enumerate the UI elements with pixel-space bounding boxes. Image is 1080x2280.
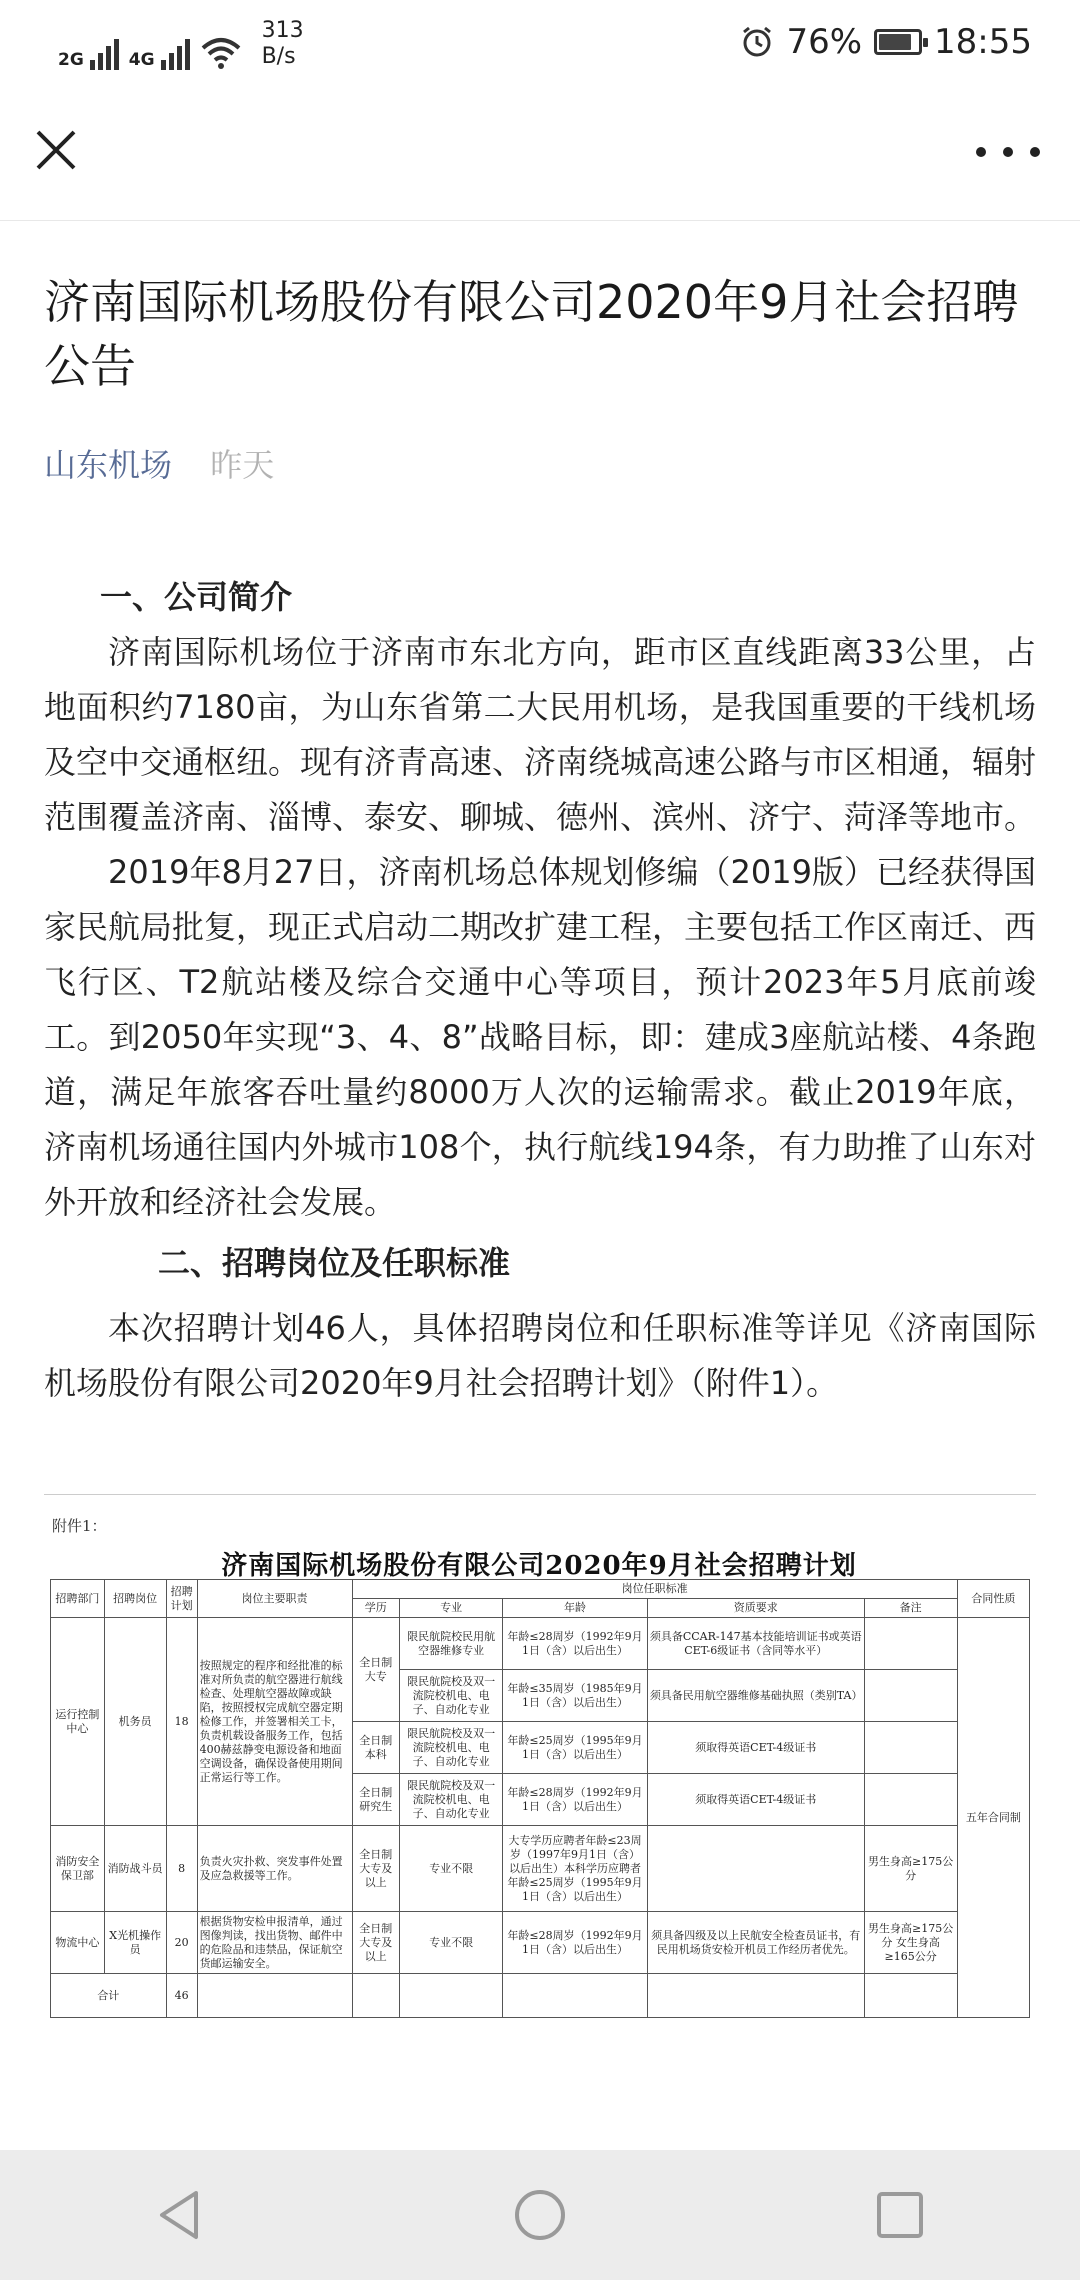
table-cell: 运行控制中心 — [51, 1618, 105, 1826]
table-cell: 全日制大专及以上 — [352, 1912, 400, 1974]
more-options-button[interactable] — [976, 132, 1040, 172]
table-cell: 全日制本科 — [352, 1722, 400, 1774]
table-cell — [503, 1974, 648, 2018]
table-cell: 男生身高≥175公分 女生身高≥165公分 — [864, 1912, 957, 1974]
table-cell: 限民航院校民用航空器维修专业 — [400, 1618, 503, 1670]
table-cell: 全日制大专及以上 — [352, 1826, 400, 1912]
publish-date: 昨天 — [210, 446, 275, 484]
table-cell — [864, 1774, 957, 1826]
table-cell — [864, 1618, 957, 1670]
header-cell: 学历 — [352, 1599, 400, 1618]
table-cell: 须具备四级及以上民航安全检查员证书，有民用机场货安检开机员工作经历者优先。 — [647, 1912, 864, 1974]
battery-percent: 76% — [786, 22, 863, 62]
net-speed — [262, 18, 304, 70]
network-type-label: 2G — [58, 50, 84, 70]
table-cell — [864, 1670, 957, 1722]
table-cell — [400, 1974, 503, 2018]
table-cell: 消防安全保卫部 — [51, 1826, 105, 1912]
table-cell: 全日制研究生 — [352, 1774, 400, 1826]
table-header-row — [51, 1580, 1030, 1599]
table-total-row — [51, 1974, 1030, 2018]
table-cell: 负责火灾扑救、突发事件处置及应急救援等工作。 — [197, 1826, 352, 1912]
table-cell: 全日制大专 — [352, 1618, 400, 1722]
header-cell: 岗位主要职责 — [197, 1580, 352, 1618]
table-cell — [197, 1974, 352, 2018]
header-cell: 资质要求 — [647, 1599, 864, 1618]
table-cell: 年龄≤35周岁（1985年9月1日（含）以后出生） — [503, 1670, 648, 1722]
table-cell: 五年合同制 — [957, 1618, 1029, 2018]
more-dot-icon — [1030, 147, 1040, 157]
table-cell: 专业不限 — [400, 1826, 503, 1912]
table-cell: 年龄≤28周岁（1992年9月1日（含）以后出生） — [503, 1912, 648, 1974]
table-cell: 年龄≤28周岁（1992年9月1日（含）以后出生） — [503, 1774, 648, 1826]
network-type-label: 4G — [128, 50, 155, 70]
close-button[interactable] — [28, 122, 84, 178]
battery-icon — [874, 29, 922, 55]
signal-icon-sim1 — [58, 34, 119, 70]
paragraph: 2019年8月27日，济南机场总体规划修编（2019版）已经获得国家民航局批复，现正式启动二期改扩建工程，主要包括工作区南迁、西飞行区、T2航站楼及综合交通中心等项目，预计2023年5月底前竣工。到2050年实现“3、4、8”战略目标，即：建成3座航站楼、4条跑道，满足年旅客吞吐量约8000万人次的运输需求。截止2019年底，济南机场通往国内外城市108个，执行航线194条，有力助推了山东对外开放和经济社会发展。 — [44, 853, 1037, 1221]
close-icon — [28, 122, 84, 178]
section-heading: 二、招聘岗位及任职标准 — [158, 1244, 511, 1282]
table-row — [51, 1826, 1030, 1912]
header-cell: 专业 — [400, 1599, 503, 1618]
table-cell: 按照规定的程序和经批准的标准对所负责的航空器进行航线检查、处理航空器故障或缺陷，按照授权完成航空器定期检修工作，并签署相关工卡，负责机载设备服务工作，包括400赫兹静变电源设备和地面空调设备，确保设备使用期间正常运行等工作。 — [197, 1618, 352, 1826]
home-circle-icon — [510, 2185, 570, 2245]
table-cell: 物流中心 — [51, 1912, 105, 1974]
more-dot-icon — [976, 147, 986, 157]
signal-icon-sim2 — [129, 34, 190, 70]
recent-apps-button[interactable] — [840, 2155, 960, 2275]
header-cell: 年龄 — [503, 1599, 648, 1618]
back-button[interactable] — [120, 2155, 240, 2275]
top-nav-bar — [0, 92, 1080, 221]
paragraph: 本次招聘计划46人，具体招聘岗位和任职标准等详见《济南国际机场股份有限公司2020年9月社会招聘计划》（附件1）。 — [44, 1309, 1036, 1402]
more-dot-icon — [1003, 147, 1013, 157]
clock: 18:55 — [934, 22, 1032, 62]
article-meta — [44, 440, 274, 486]
article-body — [44, 570, 1036, 1411]
table-cell: 年龄≤28周岁（1992年9月1日（含）以后出生） — [503, 1618, 648, 1670]
table-cell: 合计 — [51, 1974, 167, 2018]
header-cell: 招聘部门 — [51, 1580, 105, 1618]
table-row — [51, 1912, 1030, 1974]
table-cell: 限民航院校及双一流院校机电、电子、自动化专业 — [400, 1774, 503, 1826]
table-cell: 8 — [166, 1826, 197, 1912]
table-cell: 年龄≤25周岁（1995年9月1日（含）以后出生） — [503, 1722, 648, 1774]
table-cell: 根据货物安检申报清单，通过图像判读，找出货物、邮件中的危险品和违禁品，保证航空货邮运输安全。 — [197, 1912, 352, 1974]
table-cell — [647, 1826, 864, 1912]
table-cell: X光机操作员 — [104, 1912, 166, 1974]
table-cell: 消防战斗员 — [104, 1826, 166, 1912]
status-right — [740, 22, 1032, 62]
recruitment-plan-image[interactable] — [44, 1494, 1036, 2059]
table-cell: 大专学历应聘者年龄≤23周岁（1997年9月1日（含）以后出生）本科学历应聘者年龄≤25周岁（1995年9月1日（含）以后出生） — [503, 1826, 648, 1912]
table-cell: 18 — [166, 1618, 197, 1826]
table-cell: 46 — [166, 1974, 197, 2018]
header-cell: 合同性质 — [957, 1580, 1029, 1618]
table-cell — [864, 1974, 957, 2018]
attachment-label: 附件1： — [52, 1517, 107, 1535]
table-cell: 男生身高≥175公分 — [864, 1826, 957, 1912]
system-nav-bar — [0, 2150, 1080, 2280]
table-cell: 须取得英语CET-4级证书 — [647, 1774, 864, 1826]
status-left — [58, 18, 304, 70]
account-name-link[interactable]: 山东机场 — [44, 446, 173, 484]
table-row — [51, 1618, 1030, 1670]
table-cell: 须具备民用航空器维修基础执照（类别TA） — [647, 1670, 864, 1722]
attachment-title: 济南国际机场股份有限公司2020年9月社会招聘计划 — [221, 1551, 857, 1581]
article-title: 济南国际机场股份有限公司2020年9月社会招聘公告 — [44, 275, 1019, 393]
table-cell: 限民航院校及双一流院校机电、电子、自动化专业 — [400, 1670, 503, 1722]
home-button[interactable] — [480, 2155, 600, 2275]
table-cell: 机务员 — [104, 1618, 166, 1826]
back-triangle-icon — [150, 2185, 210, 2245]
table-cell: 限民航院校及双一流院校机电、电子、自动化专业 — [400, 1722, 503, 1774]
table-cell: 须具备CCAR-147基本技能培训证书或英语CET-6级证书（含同等水平） — [647, 1618, 864, 1670]
table-cell — [647, 1974, 864, 2018]
recruitment-table — [50, 1579, 1030, 2018]
table-cell — [352, 1974, 400, 2018]
table-cell: 专业不限 — [400, 1912, 503, 1974]
header-cell: 招聘计划 — [166, 1580, 197, 1618]
alarm-icon — [740, 25, 774, 59]
wifi-icon — [200, 36, 242, 70]
header-cell: 招聘岗位 — [104, 1580, 166, 1618]
section-heading: 一、公司简介 — [100, 578, 293, 616]
recent-apps-square-icon — [870, 2185, 930, 2245]
header-cell: 备注 — [864, 1599, 957, 1618]
table-cell: 20 — [166, 1912, 197, 1974]
paragraph: 济南国际机场位于济南市东北方向，距市区直线距离33公里，占地面积约7180亩，为山东省第二大民用机场，是我国重要的干线机场及空中交通枢纽。现有济青高速、济南绕城高速公路与市区相通，辐射范围覆盖济南、淄博、泰安、聊城、德州、滨州、济宁、菏泽等地市。 — [44, 633, 1037, 836]
net-speed-unit: B/s — [261, 44, 296, 69]
table-cell — [864, 1722, 957, 1774]
header-cell: 岗位任职标准 — [352, 1580, 957, 1599]
status-bar — [0, 0, 1080, 92]
net-speed-value: 313 — [261, 18, 304, 43]
table-cell: 须取得英语CET-4级证书 — [647, 1722, 864, 1774]
